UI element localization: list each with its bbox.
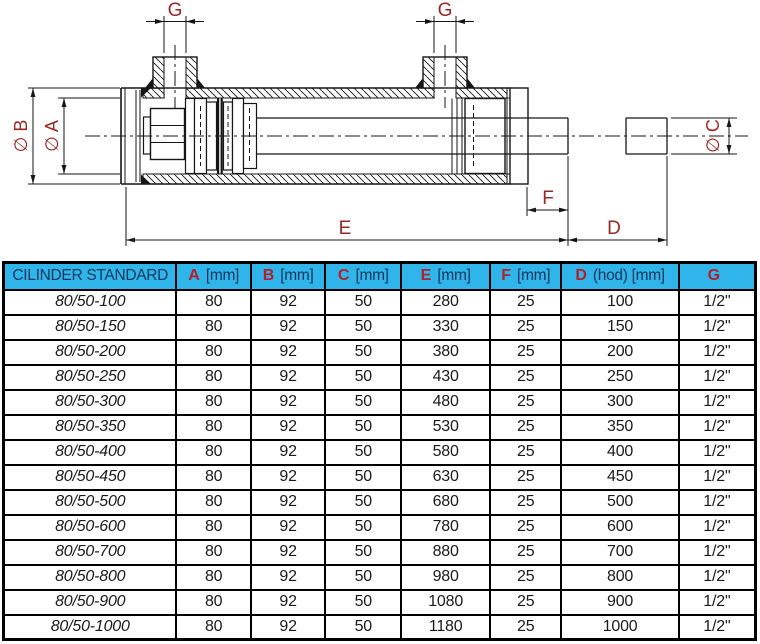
table-row xyxy=(4,465,756,490)
table-row xyxy=(4,615,756,640)
value-cell: 92 xyxy=(251,565,325,590)
value-cell: 92 xyxy=(251,590,325,615)
value-cell: 80 xyxy=(176,565,250,590)
value-cell: 1/2" xyxy=(679,340,756,365)
model-cell: 80/50-900 xyxy=(4,590,177,615)
model-cell: 80/50-150 xyxy=(4,315,177,340)
value-cell: 25 xyxy=(490,290,561,315)
value-cell: 25 xyxy=(490,465,561,490)
dimension-dia-b xyxy=(11,88,120,184)
value-cell: 900 xyxy=(561,590,678,615)
column-header-e: E [mm] xyxy=(401,263,490,290)
model-cell: 80/50-250 xyxy=(4,365,177,390)
value-cell: 1/2" xyxy=(679,615,756,640)
value-cell: 1180 xyxy=(401,615,490,640)
value-cell: 50 xyxy=(325,440,401,465)
dimension-e xyxy=(126,187,568,246)
value-cell: 92 xyxy=(251,540,325,565)
value-cell: 50 xyxy=(325,465,401,490)
dim-label-f: F xyxy=(542,188,554,209)
model-cell: 80/50-1000 xyxy=(4,615,177,640)
cylinder-technical-drawing xyxy=(0,0,760,259)
value-cell: 250 xyxy=(561,365,678,390)
dim-label-g-right: G xyxy=(437,0,453,21)
value-cell: 80 xyxy=(176,365,250,390)
column-header-a: A [mm] xyxy=(176,263,250,290)
value-cell: 25 xyxy=(490,490,561,515)
value-cell: 530 xyxy=(401,415,490,440)
value-cell: 80 xyxy=(176,390,250,415)
dim-label-e: E xyxy=(338,218,352,239)
dim-label-dia-c: ∅ C xyxy=(702,119,723,153)
model-cell: 80/50-200 xyxy=(4,340,177,365)
model-cell: 80/50-450 xyxy=(4,465,177,490)
value-cell: 92 xyxy=(251,290,325,315)
value-cell: 92 xyxy=(251,515,325,540)
table-row xyxy=(4,490,756,515)
value-cell: 92 xyxy=(251,440,325,465)
value-cell: 380 xyxy=(401,340,490,365)
model-cell: 80/50-500 xyxy=(4,490,177,515)
value-cell: 80 xyxy=(176,315,250,340)
value-cell: 350 xyxy=(561,415,678,440)
dim-label-d: D xyxy=(607,218,621,239)
column-header-g: G xyxy=(679,263,756,290)
value-cell: 1/2" xyxy=(679,290,756,315)
column-header-f: F [mm] xyxy=(490,263,561,290)
value-cell: 1/2" xyxy=(679,315,756,340)
value-cell: 92 xyxy=(251,315,325,340)
table-header-row xyxy=(4,263,756,290)
column-header-d: D (hod) [mm] xyxy=(561,263,678,290)
value-cell: 630 xyxy=(401,465,490,490)
table-row xyxy=(4,540,756,565)
value-cell: 25 xyxy=(490,415,561,440)
value-cell: 92 xyxy=(251,390,325,415)
table-row xyxy=(4,515,756,540)
value-cell: 700 xyxy=(561,540,678,565)
value-cell: 92 xyxy=(251,340,325,365)
value-cell: 50 xyxy=(325,365,401,390)
value-cell: 100 xyxy=(561,290,678,315)
table-row xyxy=(4,340,756,365)
table-row xyxy=(4,290,756,315)
value-cell: 580 xyxy=(401,440,490,465)
value-cell: 50 xyxy=(325,390,401,415)
value-cell: 300 xyxy=(561,390,678,415)
value-cell: 280 xyxy=(401,290,490,315)
model-cell: 80/50-350 xyxy=(4,415,177,440)
value-cell: 25 xyxy=(490,365,561,390)
value-cell: 800 xyxy=(561,565,678,590)
value-cell: 92 xyxy=(251,365,325,390)
value-cell: 150 xyxy=(561,315,678,340)
value-cell: 600 xyxy=(561,515,678,540)
value-cell: 480 xyxy=(401,390,490,415)
value-cell: 50 xyxy=(325,315,401,340)
value-cell: 50 xyxy=(325,415,401,440)
value-cell: 80 xyxy=(176,515,250,540)
value-cell: 780 xyxy=(401,515,490,540)
value-cell: 500 xyxy=(561,490,678,515)
dimension-dia-c xyxy=(671,118,737,154)
model-cell: 80/50-700 xyxy=(4,540,177,565)
value-cell: 50 xyxy=(325,340,401,365)
dim-label-g-left: G xyxy=(167,0,183,21)
table-row xyxy=(4,415,756,440)
cylinder-standard-table xyxy=(2,261,757,641)
value-cell: 980 xyxy=(401,565,490,590)
dimension-dia-a xyxy=(42,98,120,174)
dim-label-dia-b: ∅ B xyxy=(10,119,31,153)
value-cell: 1/2" xyxy=(679,365,756,390)
value-cell: 200 xyxy=(561,340,678,365)
value-cell: 92 xyxy=(251,490,325,515)
value-cell: 25 xyxy=(490,540,561,565)
value-cell: 1/2" xyxy=(679,515,756,540)
value-cell: 50 xyxy=(325,290,401,315)
dim-label-dia-a: ∅ A xyxy=(41,120,62,152)
value-cell: 330 xyxy=(401,315,490,340)
value-cell: 1080 xyxy=(401,590,490,615)
value-cell: 1/2" xyxy=(679,415,756,440)
dimension-f xyxy=(527,187,568,216)
table-row xyxy=(4,440,756,465)
value-cell: 80 xyxy=(176,490,250,515)
table-row xyxy=(4,390,756,415)
value-cell: 1/2" xyxy=(679,390,756,415)
value-cell: 50 xyxy=(325,565,401,590)
value-cell: 430 xyxy=(401,365,490,390)
value-cell: 680 xyxy=(401,490,490,515)
table-row xyxy=(4,365,756,390)
value-cell: 25 xyxy=(490,340,561,365)
value-cell: 92 xyxy=(251,415,325,440)
value-cell: 1/2" xyxy=(679,465,756,490)
column-header-model: CILINDER STANDARD xyxy=(4,263,177,290)
dimension-d xyxy=(568,156,667,246)
table-body xyxy=(4,290,756,640)
value-cell: 1/2" xyxy=(679,565,756,590)
value-cell: 25 xyxy=(490,440,561,465)
value-cell: 50 xyxy=(325,590,401,615)
value-cell: 25 xyxy=(490,515,561,540)
value-cell: 25 xyxy=(490,565,561,590)
value-cell: 25 xyxy=(490,590,561,615)
value-cell: 80 xyxy=(176,415,250,440)
value-cell: 50 xyxy=(325,615,401,640)
model-cell: 80/50-800 xyxy=(4,565,177,590)
value-cell: 25 xyxy=(490,390,561,415)
value-cell: 400 xyxy=(561,440,678,465)
table-row xyxy=(4,315,756,340)
value-cell: 1/2" xyxy=(679,440,756,465)
value-cell: 880 xyxy=(401,540,490,565)
model-cell: 80/50-100 xyxy=(4,290,177,315)
model-cell: 80/50-400 xyxy=(4,440,177,465)
value-cell: 80 xyxy=(176,340,250,365)
table-row xyxy=(4,565,756,590)
value-cell: 80 xyxy=(176,540,250,565)
value-cell: 450 xyxy=(561,465,678,490)
value-cell: 80 xyxy=(176,615,250,640)
value-cell: 25 xyxy=(490,615,561,640)
model-cell: 80/50-600 xyxy=(4,515,177,540)
value-cell: 25 xyxy=(490,315,561,340)
value-cell: 50 xyxy=(325,540,401,565)
value-cell: 1/2" xyxy=(679,490,756,515)
value-cell: 92 xyxy=(251,615,325,640)
value-cell: 1/2" xyxy=(679,540,756,565)
value-cell: 92 xyxy=(251,465,325,490)
value-cell: 80 xyxy=(176,440,250,465)
value-cell: 50 xyxy=(325,515,401,540)
table-row xyxy=(4,590,756,615)
value-cell: 80 xyxy=(176,290,250,315)
value-cell: 1000 xyxy=(561,615,678,640)
column-header-b: B [mm] xyxy=(251,263,325,290)
model-cell: 80/50-300 xyxy=(4,390,177,415)
value-cell: 80 xyxy=(176,590,250,615)
value-cell: 80 xyxy=(176,465,250,490)
value-cell: 1/2" xyxy=(679,590,756,615)
value-cell: 50 xyxy=(325,490,401,515)
column-header-c: C [mm] xyxy=(325,263,401,290)
